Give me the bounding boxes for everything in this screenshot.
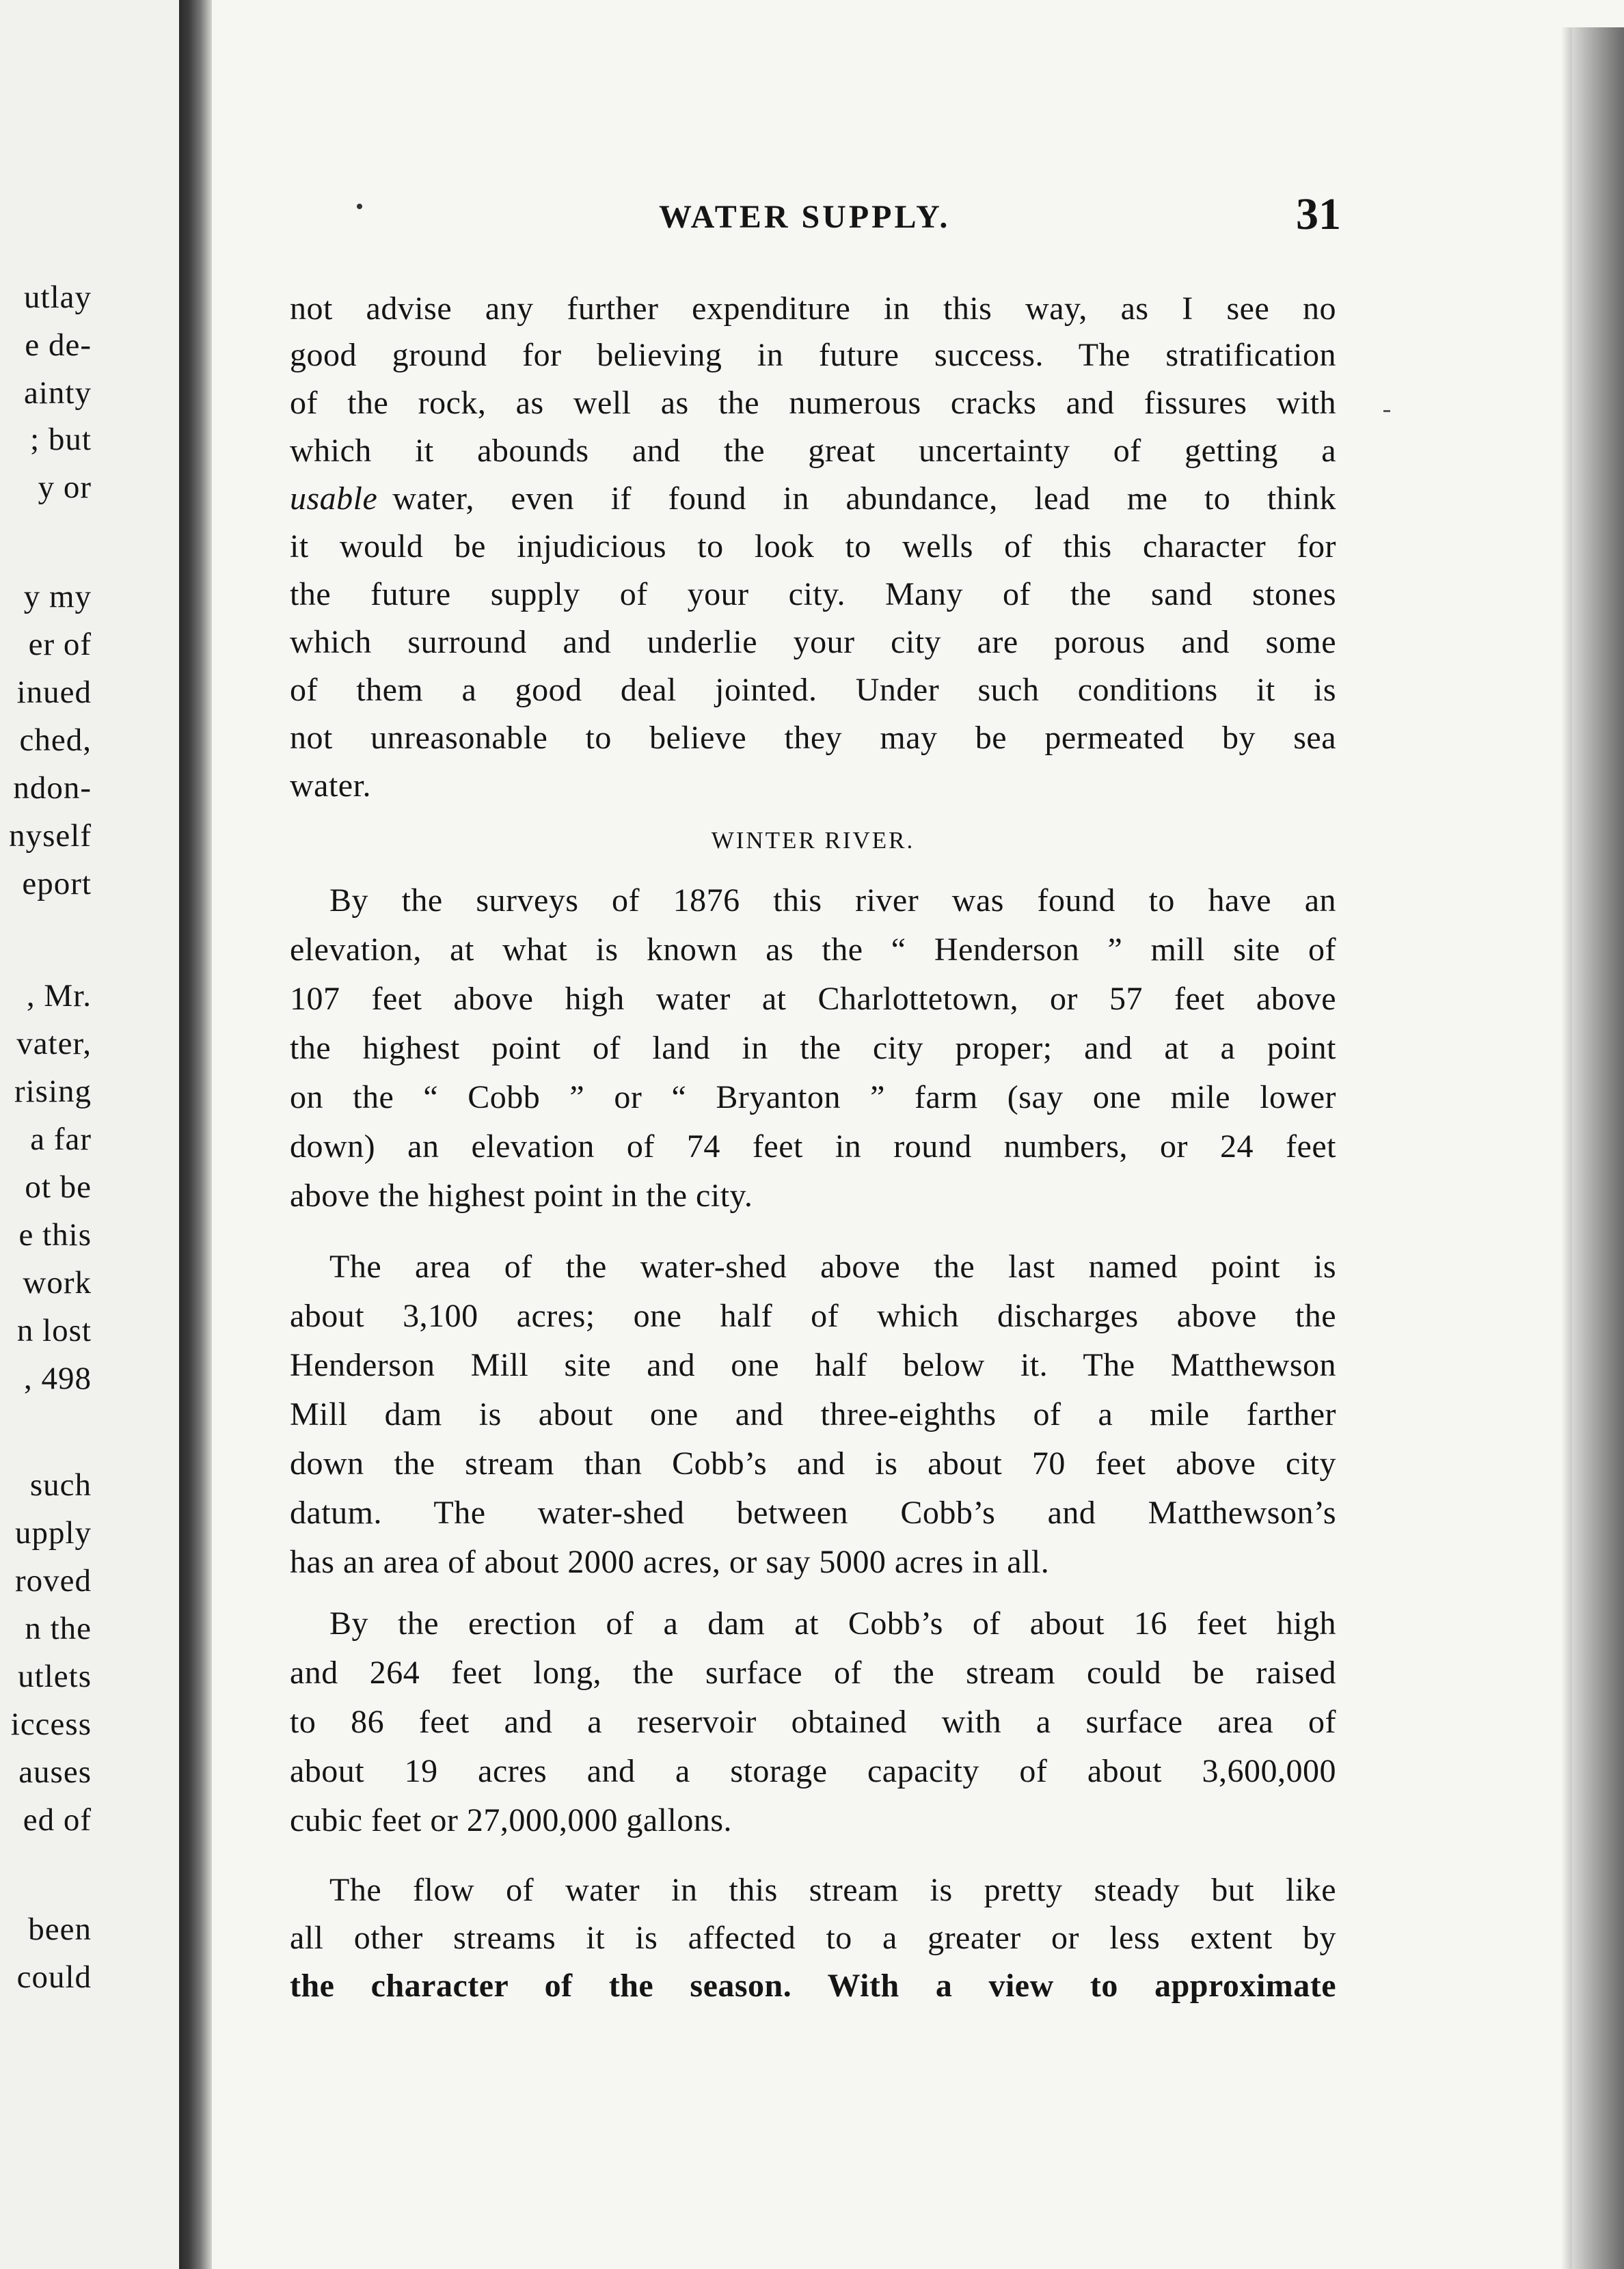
text-line: about 19 acres and a storage capacity of about 3,600,000 [290, 1753, 1336, 1789]
print-speck [1383, 410, 1390, 412]
facing-page-fragment: such [29, 1467, 92, 1503]
text-line: water. [290, 767, 371, 804]
facing-page-fragment: work [23, 1265, 92, 1301]
text-line: good ground for believing in future success. The stratification [290, 337, 1336, 373]
text-line: of the rock, as well as the numerous cracks and fissures with [290, 385, 1336, 421]
text-line: not unreasonable to believe they may be permeated by sea [290, 720, 1336, 756]
facing-page-fragment: inued [16, 675, 92, 710]
facing-page [0, 0, 179, 2269]
text-line: elevation, at what is known as the “ Henderson ” mill site of [290, 932, 1336, 968]
text-line: the character of the season. With a view to approximate [290, 1968, 1336, 2004]
facing-page-fragment: ched, [19, 722, 92, 758]
facing-page-fragment: n lost [16, 1313, 92, 1348]
text-line: not advise any further expenditure in this way, as I see no [290, 290, 1336, 327]
facing-page-fragment: a far [30, 1122, 92, 1157]
facing-page-fragment: ; but [30, 422, 92, 457]
facing-page-fragment: auses [18, 1754, 92, 1790]
facing-page-fragment: been [28, 1912, 92, 1947]
text-line: 107 feet above high water at Charlottetown, or 57 feet above [290, 981, 1336, 1017]
text-line: By the surveys of 1876 this river was found to have an [329, 882, 1336, 919]
text-line: which surround and underlie your city are porous and some [290, 624, 1336, 660]
italic-word: usable [290, 480, 378, 517]
text-line: above the highest point in the city. [290, 1178, 753, 1214]
text-span: water, even if found in abundance, lead me to think [392, 480, 1336, 517]
facing-page-fragment: y or [38, 470, 92, 505]
facing-page-fragment: roved [14, 1563, 92, 1599]
text-line: which it abounds and the great uncertainty of getting a [290, 433, 1336, 469]
text-line [290, 480, 1336, 517]
facing-page-fragment: e de- [25, 327, 92, 363]
facing-page-fragment: nyself [9, 818, 92, 854]
facing-page-fragment: could [16, 1959, 92, 1995]
text-line: the future supply of your city. Many of the sand stones [290, 576, 1336, 612]
section-heading: WINTER RIVER. [711, 827, 915, 854]
text-line: down) an elevation of 74 feet in round numbers, or 24 feet [290, 1128, 1336, 1165]
text-line: datum. The water-shed between Cobb’s and Matthewson’s [290, 1495, 1336, 1531]
text-line: down the stream than Cobb’s and is about 70 feet above city [290, 1445, 1336, 1482]
facing-page-fragment: ot be [25, 1169, 92, 1205]
text-line: on the “ Cobb ” or “ Bryanton ” farm (say one mile lower [290, 1079, 1336, 1115]
facing-page-fragment: eport [22, 866, 92, 901]
facing-page-fragment: ndon- [13, 770, 92, 806]
facing-page-fragment: iccess [10, 1707, 92, 1742]
facing-page-fragment: ed of [23, 1802, 92, 1838]
text-line: it would be injudicious to look to wells of this character for [290, 528, 1336, 565]
text-line: of them a good deal jointed. Under such conditions it is [290, 672, 1336, 708]
facing-page-fragment: utlay [24, 280, 92, 315]
text-line: Mill dam is about one and three-eighths of a mile farther [290, 1396, 1336, 1432]
page-stack-edge [1572, 27, 1624, 2269]
running-header: WATER SUPPLY. [659, 199, 951, 235]
facing-page-fragment: y my [23, 579, 92, 614]
text-line: The area of the water-shed above the last named point is [329, 1249, 1336, 1285]
text-line: The flow of water in this stream is pretty steady but like [329, 1872, 1336, 1908]
book-gutter [179, 0, 212, 2269]
page-body [290, 0, 1336, 2269]
text-line: Henderson Mill site and one half below it. The Matthewson [290, 1347, 1336, 1383]
facing-page-fragment: e this [18, 1217, 92, 1253]
facing-page-fragment: utlets [18, 1659, 92, 1694]
text-line: and 264 feet long, the surface of the stream could be raised [290, 1655, 1336, 1691]
facing-page-fragment: n the [25, 1611, 92, 1646]
text-line: By the erection of a dam at Cobb’s of about 16 feet high [329, 1605, 1336, 1642]
facing-page-fragment: , Mr. [26, 978, 92, 1014]
text-line: to 86 feet and a reservoir obtained with a surface area of [290, 1704, 1336, 1740]
facing-page-fragment: rising [14, 1074, 92, 1109]
text-line: about 3,100 acres; one half of which discharges above the [290, 1298, 1336, 1334]
text-line: the highest point of land in the city proper; and at a point [290, 1030, 1336, 1066]
facing-page-fragment: ainty [24, 375, 92, 411]
text-line: cubic feet or 27,000,000 gallons. [290, 1802, 733, 1838]
text-line: has an area of about 2000 acres, or say 5000 acres in all. [290, 1544, 1050, 1580]
facing-page-fragment: , 498 [24, 1361, 92, 1396]
facing-page-fragment: vater, [16, 1026, 92, 1061]
facing-page-fragment: upply [14, 1515, 92, 1551]
text-line: all other streams it is affected to a greater or less extent by [290, 1920, 1336, 1956]
page-number: 31 [1296, 189, 1341, 239]
page-edge-shadow [1561, 27, 1572, 2269]
facing-page-fragment: er of [28, 627, 92, 662]
